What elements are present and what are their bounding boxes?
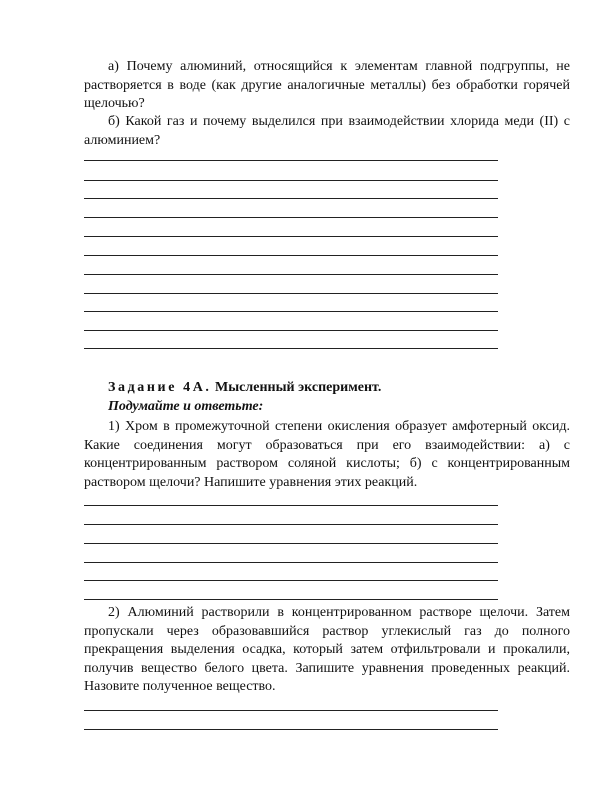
answer-line[interactable] [84, 255, 498, 256]
answer-line[interactable] [84, 505, 498, 506]
answer-line[interactable] [84, 160, 498, 161]
answer-line[interactable] [84, 330, 498, 331]
answer-line[interactable] [84, 580, 498, 581]
task-4a-heading [108, 379, 381, 397]
answer-line[interactable] [84, 217, 498, 218]
answer-line[interactable] [84, 236, 498, 237]
answer-line[interactable] [84, 524, 498, 525]
answer-line[interactable] [84, 729, 498, 730]
answer-line[interactable] [84, 710, 498, 711]
task-4a-title: Мысленный эксперимент. [215, 380, 382, 395]
answer-line[interactable] [84, 348, 498, 349]
question-b-text: б) Какой газ и почему выделился при взаимодействии хлорида меди (II) с алюминием? [84, 114, 570, 148]
answer-line[interactable] [84, 311, 498, 312]
task-4a-question-1-text: 1) Хром в промежуточной степени окисления образует амфотерный оксид. Какие соединения могут образоваться при его взаимодействии: а) с концентрированным раствором соляной кислоты; б) с концентрированным раствором щелочи? Напишите уравнения этих реакций. [84, 419, 570, 490]
answer-line[interactable] [84, 543, 498, 544]
task-4a-instruction: Подумайте и ответьте: [108, 399, 264, 414]
question-a-text: а) Почему алюминий, относящийся к элементам главной подгруппы, не растворяется в воде (как другие аналогичные металлы) без обработки горячей щелочью? [84, 59, 570, 111]
answer-line[interactable] [84, 198, 498, 199]
answer-line[interactable] [84, 180, 498, 181]
answer-line[interactable] [84, 293, 498, 294]
task-4a-question-2-text: 2) Алюминий растворили в концентрированном растворе щелочи. Затем пропускали через образовавшийся раствор углекислый газ до полного прекращения выделения осадка, который затем отфильтровали и прокалили, получив вещество белого цвета. Запишите уравнения проведенных реакций. Назовите полученное вещество. [84, 605, 570, 694]
answer-line[interactable] [84, 562, 498, 563]
answer-line[interactable] [84, 274, 498, 275]
task-4a-label: Задание 4А. [108, 380, 212, 395]
answer-line[interactable] [84, 599, 498, 600]
